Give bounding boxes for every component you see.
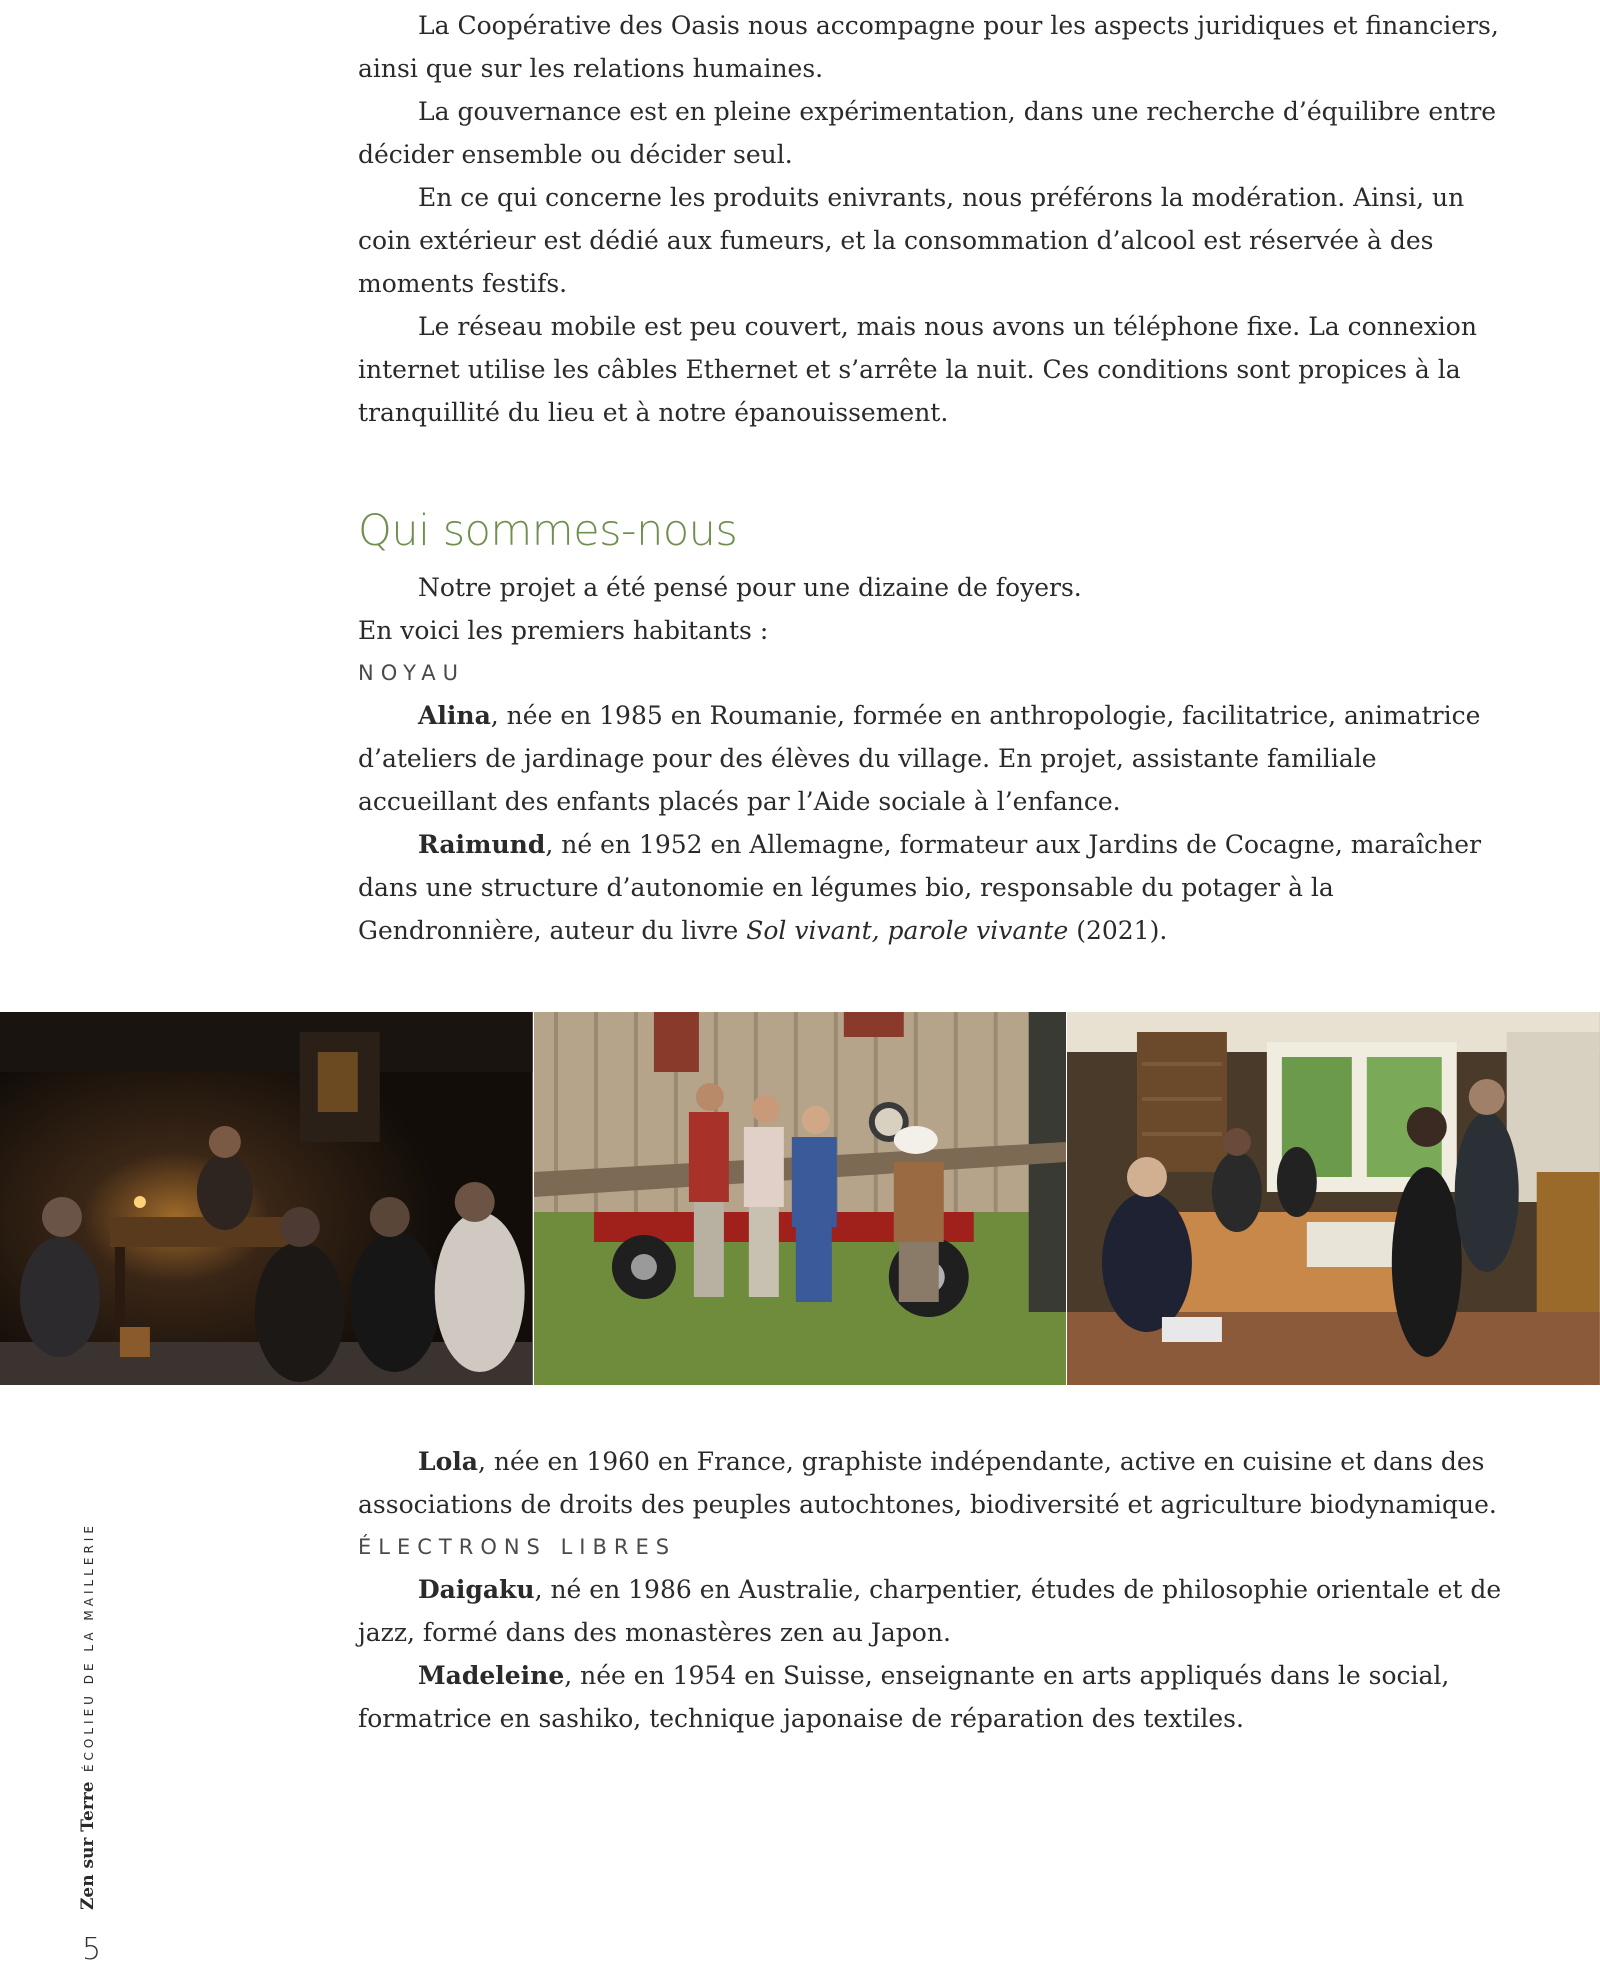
person-bio: , née en 1985 en Roumanie, formée en anthropologie, facilitatrice, animatrice d’ateliers de jardinage pour des élèves du village. En projet, assistante familiale accueillant des enfants placés par l’Aide sociale à l’enfance. [358, 701, 1481, 816]
photo-strip [0, 1012, 1600, 1385]
members-core [358, 566, 1518, 952]
person-name: Raimund [418, 830, 546, 859]
paragraph-governance: La gouvernance est en pleine expérimentation, dans une recherche d’équilibre entre décider ensemble ou décider seul. [358, 97, 1497, 169]
intro-text [358, 4, 1518, 434]
photo-night-dinner [0, 1012, 533, 1385]
person-bio: , né en 1986 en Australie, charpentier, études de philosophie orientale et de jazz, formé dans des monastères zen au Japon. [358, 1575, 1502, 1647]
page-number: 5 [82, 1932, 102, 1967]
group-label-electrons: ÉLECTRONS LIBRES [358, 1535, 677, 1559]
person-lola [358, 1440, 1518, 1526]
person-name: Daigaku [418, 1575, 535, 1604]
section-title: Qui sommes-nous [358, 506, 738, 556]
paragraph-network: Le réseau mobile est peu couvert, mais nous avons un téléphone fixe. La connexion internet utilise les câbles Ethernet et s’arrête la nuit. Ces conditions sont propices à la tranquillité du lieu et à notre épanouissement. [358, 312, 1477, 427]
book-title: Sol vivant, parole vivante [746, 916, 1069, 945]
person-name: Madeleine [418, 1661, 565, 1690]
paragraph-cooperative: La Coopérative des Oasis nous accompagne pour les aspects juridiques et financiers, ainsi que sur les relations humaines. [358, 11, 1499, 83]
brand-subtitle: ÉCOLIEU DE LA MAILLERIE [82, 1522, 96, 1773]
person-bio: , née en 1960 en France, graphiste indépendante, active en cuisine et dans des associations de droits des peuples autochtones, biodiversité et agriculture biodynamique. [358, 1447, 1497, 1519]
person-raimund [358, 823, 1518, 952]
person-name: Alina [418, 701, 491, 730]
paragraph-moderation: En ce qui concerne les produits enivrants, nous préférons la modération. Ainsi, un coin extérieur est dédié aux fumeurs, et la consommation d’alcool est réservée à des moments festifs. [358, 183, 1465, 298]
members-free [358, 1440, 1518, 1740]
person-alina [358, 694, 1518, 823]
brand-name: Zen sur Terre [78, 1781, 98, 1910]
person-name: Lola [418, 1447, 478, 1476]
person-bio-end: (2021). [1068, 916, 1168, 945]
running-footer [78, 1522, 98, 1910]
photo-kitchen [1067, 1012, 1600, 1385]
group-label-noyau: NOYAU [358, 661, 466, 685]
person-madeleine [358, 1654, 1518, 1740]
section-intro-line: En voici les premiers habitants : [358, 616, 769, 645]
person-bio: , né en 1952 en Allemagne, formateur aux Jardins de Cocagne, maraîcher dans une structure d’autonomie en légumes bio, responsable du potager à la Gendronnière, auteur du livre [358, 830, 1482, 945]
person-daigaku [358, 1568, 1518, 1654]
section-intro-line: Notre projet a été pensé pour une dizaine de foyers. [418, 573, 1082, 602]
photo-caravan-group [534, 1012, 1067, 1385]
person-bio: , née en 1954 en Suisse, enseignante en arts appliqués dans le social, formatrice en sashiko, technique japonaise de réparation des textiles. [358, 1661, 1450, 1733]
